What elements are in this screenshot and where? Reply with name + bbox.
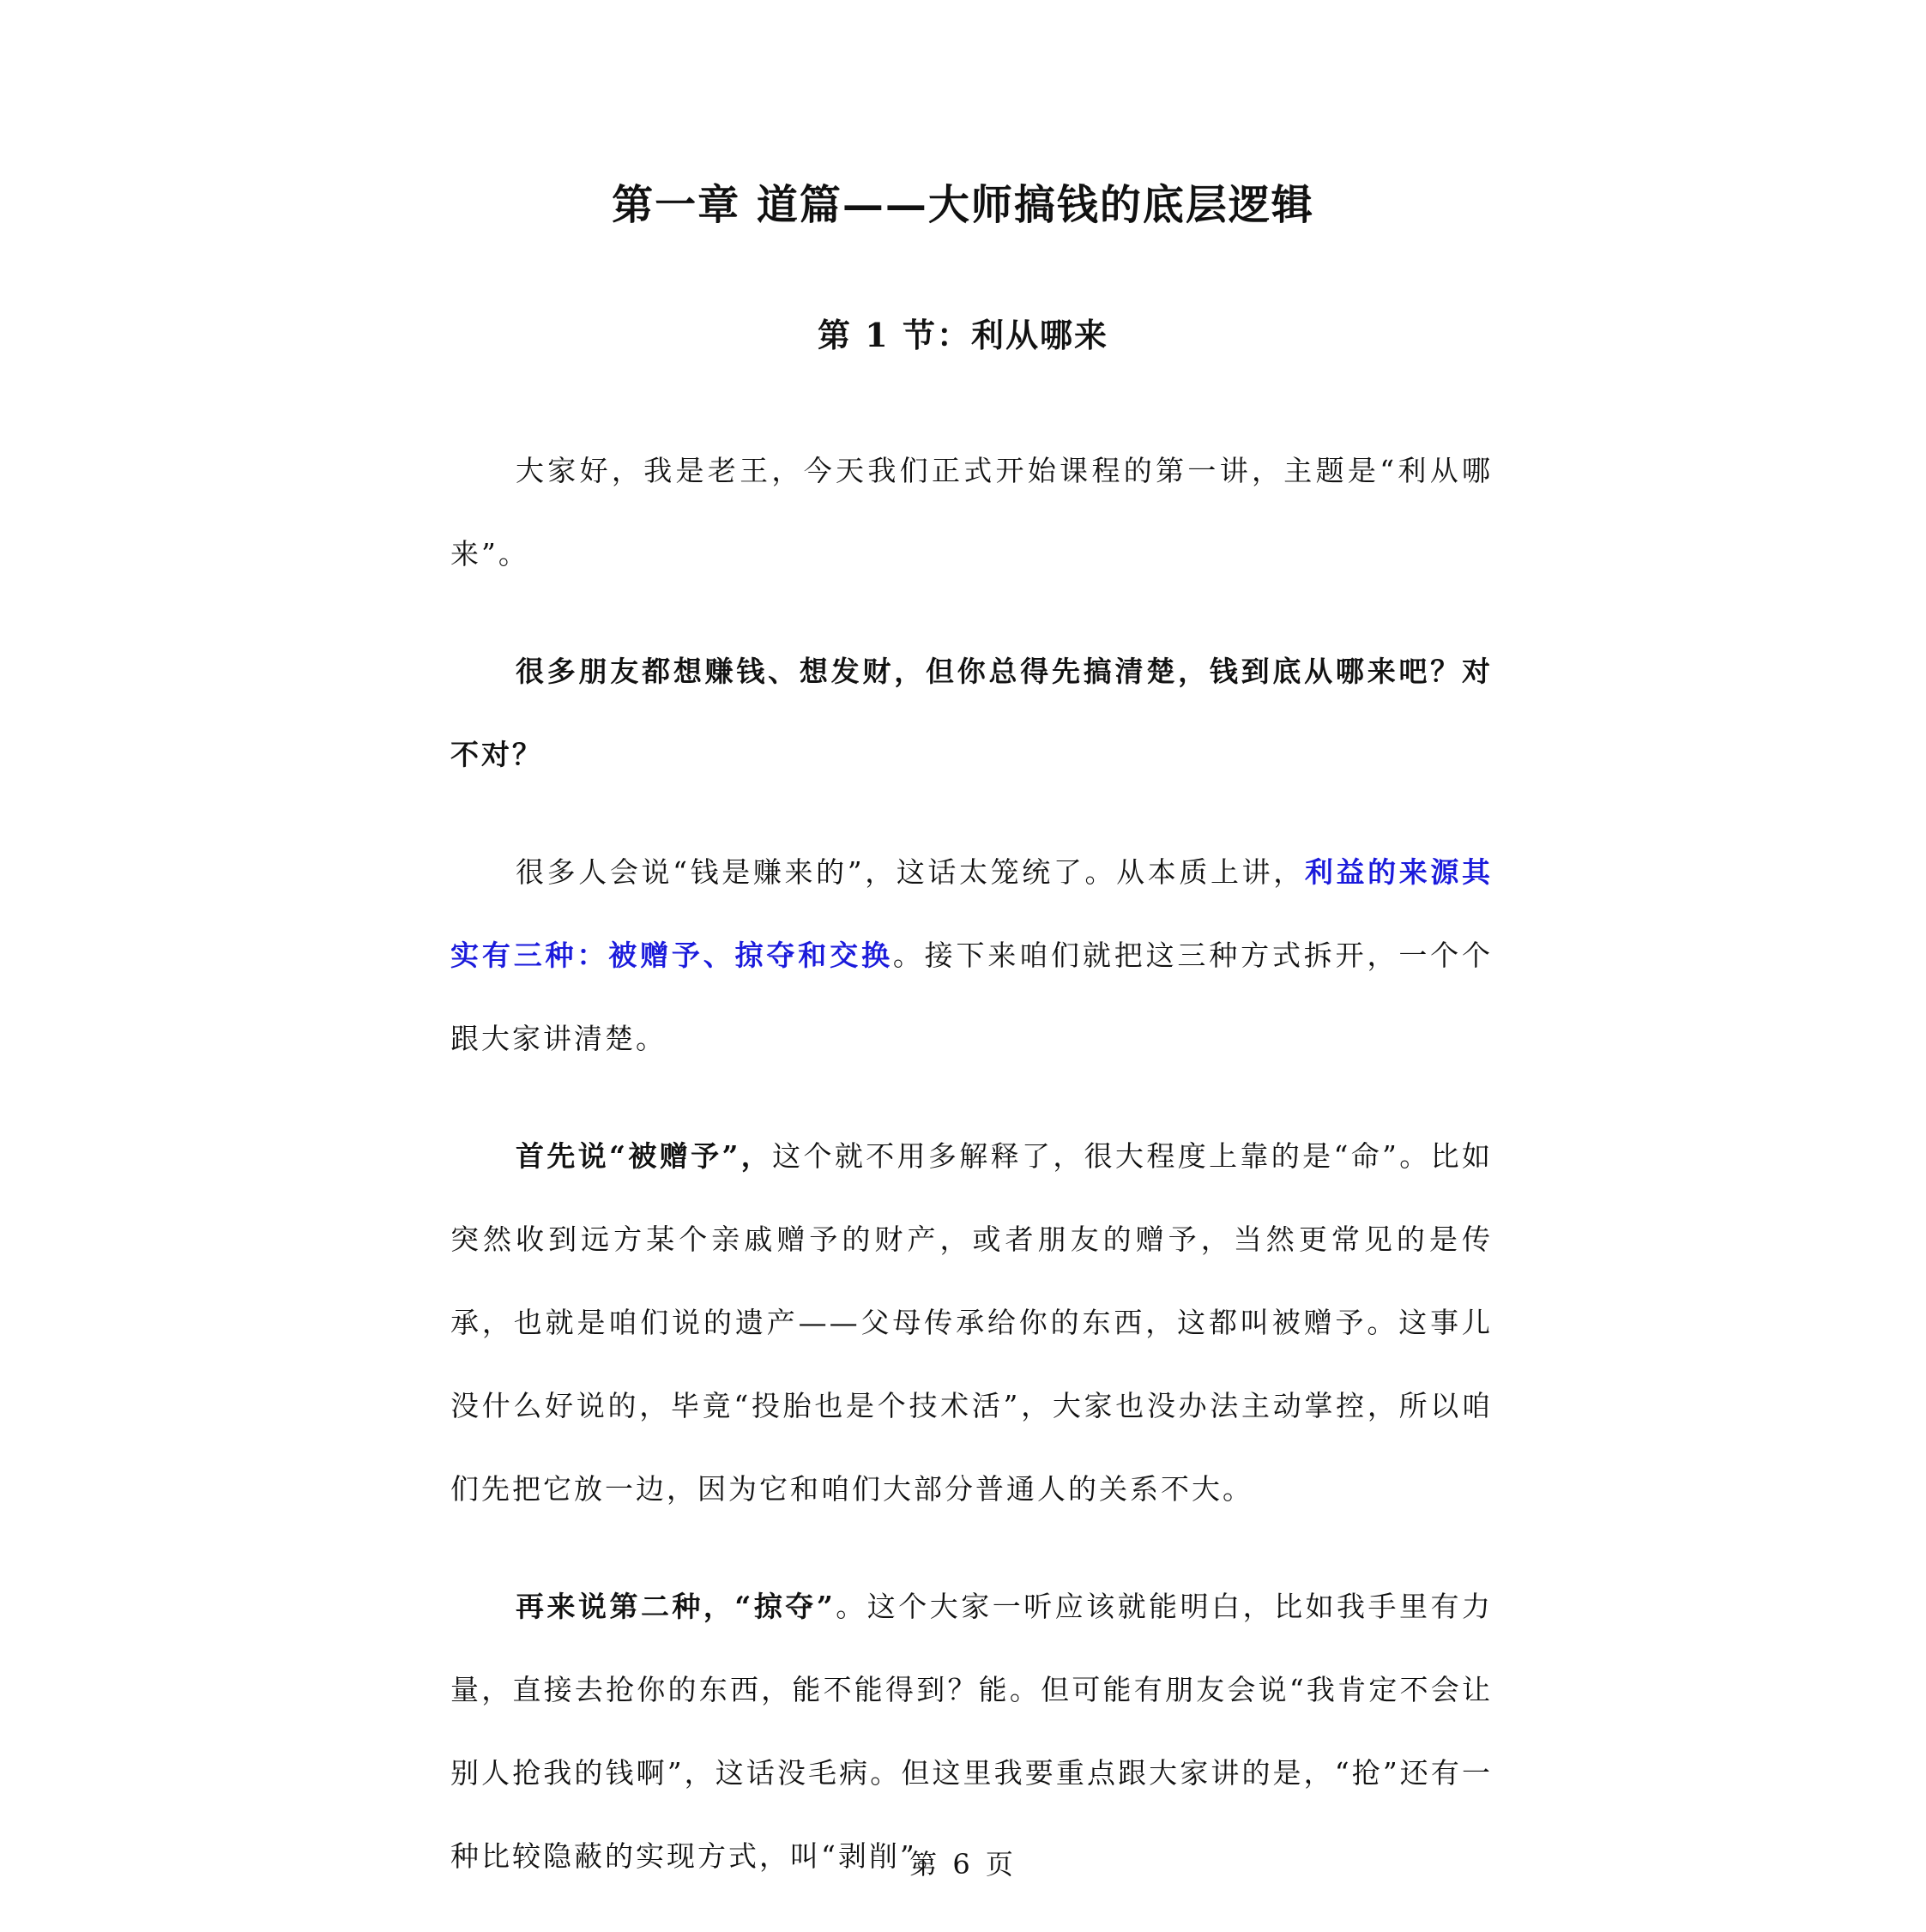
section-title: 第 1 节：利从哪来 xyxy=(818,316,1108,354)
document-body xyxy=(450,429,1493,1932)
highlight-text: 利益的来源其实有三种：被赠予、掠夺和交换 xyxy=(450,855,1493,972)
lead-in-text: 再来说第二种，“掠夺” xyxy=(516,1590,836,1623)
paragraph-text: 很多人会说“钱是赚来的”，这话太笼统了。从本质上讲， xyxy=(516,855,1305,889)
chapter-title: 第一章 道篇——大师搞钱的底层逻辑 xyxy=(612,181,1314,229)
paragraph-question xyxy=(450,630,1493,796)
paragraph-text: 大家好，我是老王，今天我们正式开始课程的第一讲，主题是“利从哪来”。 xyxy=(450,454,1493,571)
paragraph-text: 。接下来咱们就把这三种方式拆开，一个个跟大家讲清楚。 xyxy=(450,939,1493,1055)
lead-in-text: 首先说“被赠予”， xyxy=(516,1139,773,1173)
paragraph-text: 这个就不用多解释了，很大程度上靠的是“命”。比如突然收到远方某个亲戚赠予的财产，或者朋友的赠予，当然更常见的是传承，也就是咱们说的遗产——父母传承给你的东西，这都叫被赠予。这事儿没什么好说的，毕竟“投胎也是个技术活”，大家也没办法主动掌控，所以咱们先把它放一边，因为它和咱们大部分普通人的关系不大。 xyxy=(450,1139,1493,1506)
paragraph-gift xyxy=(450,1114,1493,1531)
paragraph-intro xyxy=(450,429,1493,595)
page-number: 第 6 页 xyxy=(909,1848,1017,1881)
paragraph-text: 。这个大家一听应该就能明白，比如我手里有力量，直接去抢你的东西，能不能得到？能。但可能有朋友会说“我肯定不会让别人抢我的钱啊”，这话没毛病。但这里我要重点跟大家讲的是，“抢”还有一种比较隐蔽的实现方式，叫“剥削”。 xyxy=(450,1590,1493,1873)
paragraph-text: 很多朋友都想赚钱、想发财，但你总得先搞清楚，钱到底从哪来吧？对不对？ xyxy=(450,655,1493,771)
paragraph-three-sources xyxy=(450,830,1493,1080)
